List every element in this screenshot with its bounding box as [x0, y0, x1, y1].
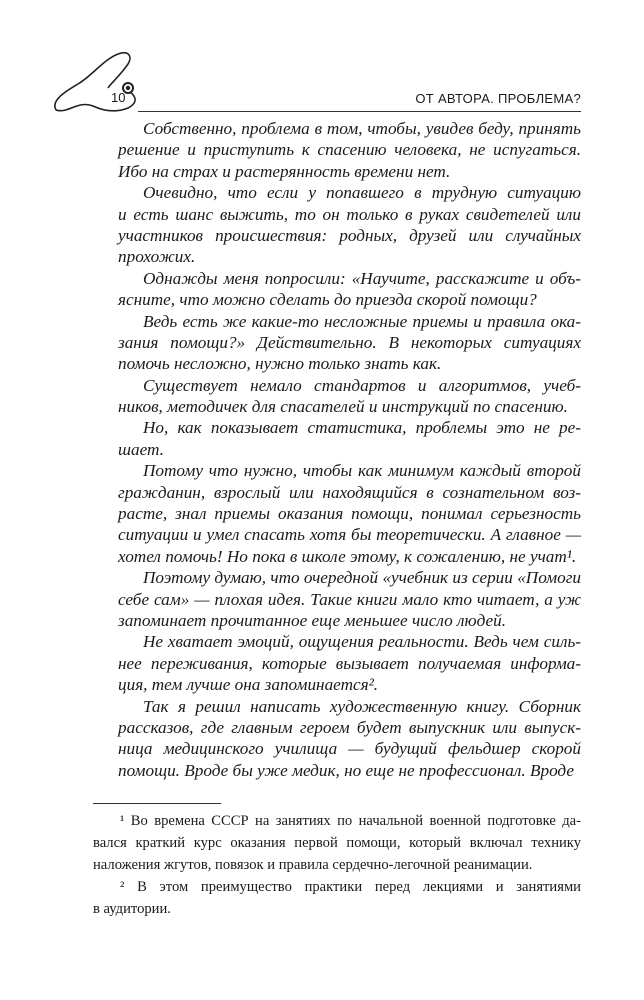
page-number: 10: [111, 90, 126, 105]
paragraph-line: решение и приступить к спасению человека, не испугаться.: [118, 140, 581, 160]
paragraph-line: и есть шанс выжить, то он только в руках свидетелей или: [118, 204, 581, 224]
footnotes: [93, 810, 581, 920]
paragraph-line: Потому что нужно, чтобы как минимум каждый второй: [143, 461, 581, 481]
paragraph-line: Очевидно, что если у попавшего в трудную ситуацию: [143, 183, 581, 203]
running-header: [0, 0, 644, 120]
paragraph-line: ников, методичек для спасателей и инструкций по спасению.: [118, 397, 568, 417]
paragraph-line: зания помощи?» Действительно. В некоторых ситуациях: [118, 332, 581, 352]
footnote-line: ¹ Во времена СССР на занятиях по начальной военной подготовке да-: [120, 813, 581, 829]
paragraph-line: Собственно, проблема в том, чтобы, увидев беду, принять: [143, 119, 581, 138]
paragraph-line: гражданин, взрослый или находящийся в сознательном воз-: [118, 482, 581, 502]
paragraph-line: помощи. Вроде бы уже медик, но еще не профессионал. Вроде: [118, 760, 574, 780]
paragraph-line: Но, как показывает статистика, проблемы это не ре-: [143, 418, 581, 438]
paragraph-line: запоминает прочитанное еще меньшее число людей.: [118, 610, 507, 630]
paragraph-line: себе сам» — плохая идея. Такие книги мало кто читает, а уж: [118, 589, 581, 609]
paragraph-line: Ведь есть же какие-то несложные приемы и правила ока-: [143, 311, 581, 331]
chapter-title: ОТ АВТОРА. ПРОБЛЕМА?: [415, 91, 581, 106]
paragraph-line: Поэтому думаю, что очередной «учебник из серии «Помоги: [143, 568, 581, 588]
paragraph-line: расте, знал приемы оказания помощи, понимал серьезность: [118, 504, 581, 524]
paragraph-line: рассказов, где главным героем будет выпускник или выпуск-: [118, 717, 581, 737]
footnote-rule: [93, 803, 221, 804]
paragraph-line: нее переживания, которые вызывает получаемая информа-: [118, 653, 581, 673]
paragraph-line: Однажды меня попросили: «Научите, расскажите и объ-: [143, 268, 581, 288]
paragraph-line: хотел помочь! Но пока в школе этому, к сожалению, не учат¹.: [118, 546, 577, 566]
paragraph-line: Не хватает эмоций, ощущения реальности. Ведь чем силь-: [143, 632, 581, 652]
footnote-line: наложения жгутов, повязок и правила сердечно-легочной реанимации.: [93, 857, 533, 873]
paragraph-line: Так я решил написать художественную книгу. Сборник: [143, 696, 581, 716]
footnote-line: в аудитории.: [93, 901, 171, 917]
body-text: [118, 118, 581, 781]
paragraph-line: шает.: [118, 439, 164, 459]
paragraph-line: прохожих.: [118, 247, 196, 267]
paragraph-line: ясните, что можно сделать до приезда скорой помощи?: [118, 290, 537, 310]
footnote-line: ² В этом преимущество практики перед лекциями и занятиями: [120, 879, 581, 895]
paragraph-line: Ибо на страх и растерянность времени нет.: [118, 161, 451, 181]
footnote-line: вался краткий курс оказания первой помощи, который включал технику: [93, 835, 581, 851]
paragraph-line: Существует немало стандартов и алгоритмов, учеб-: [143, 375, 581, 395]
header-rule: [138, 111, 581, 112]
paragraph-line: ница медицинского училища — будущий фельдшер скорой: [118, 739, 581, 759]
paragraph-line: ситуации и умел спасать хотя бы теоретически. А главное —: [118, 525, 581, 545]
paragraph-line: участников происшествия: родных, друзей или случайных: [118, 225, 581, 245]
paragraph-line: ция, тем лучше она запоминается².: [118, 675, 379, 695]
stethoscope-icon: [48, 50, 148, 116]
paragraph-line: помочь несложно, нужно только знать как.: [118, 354, 442, 374]
